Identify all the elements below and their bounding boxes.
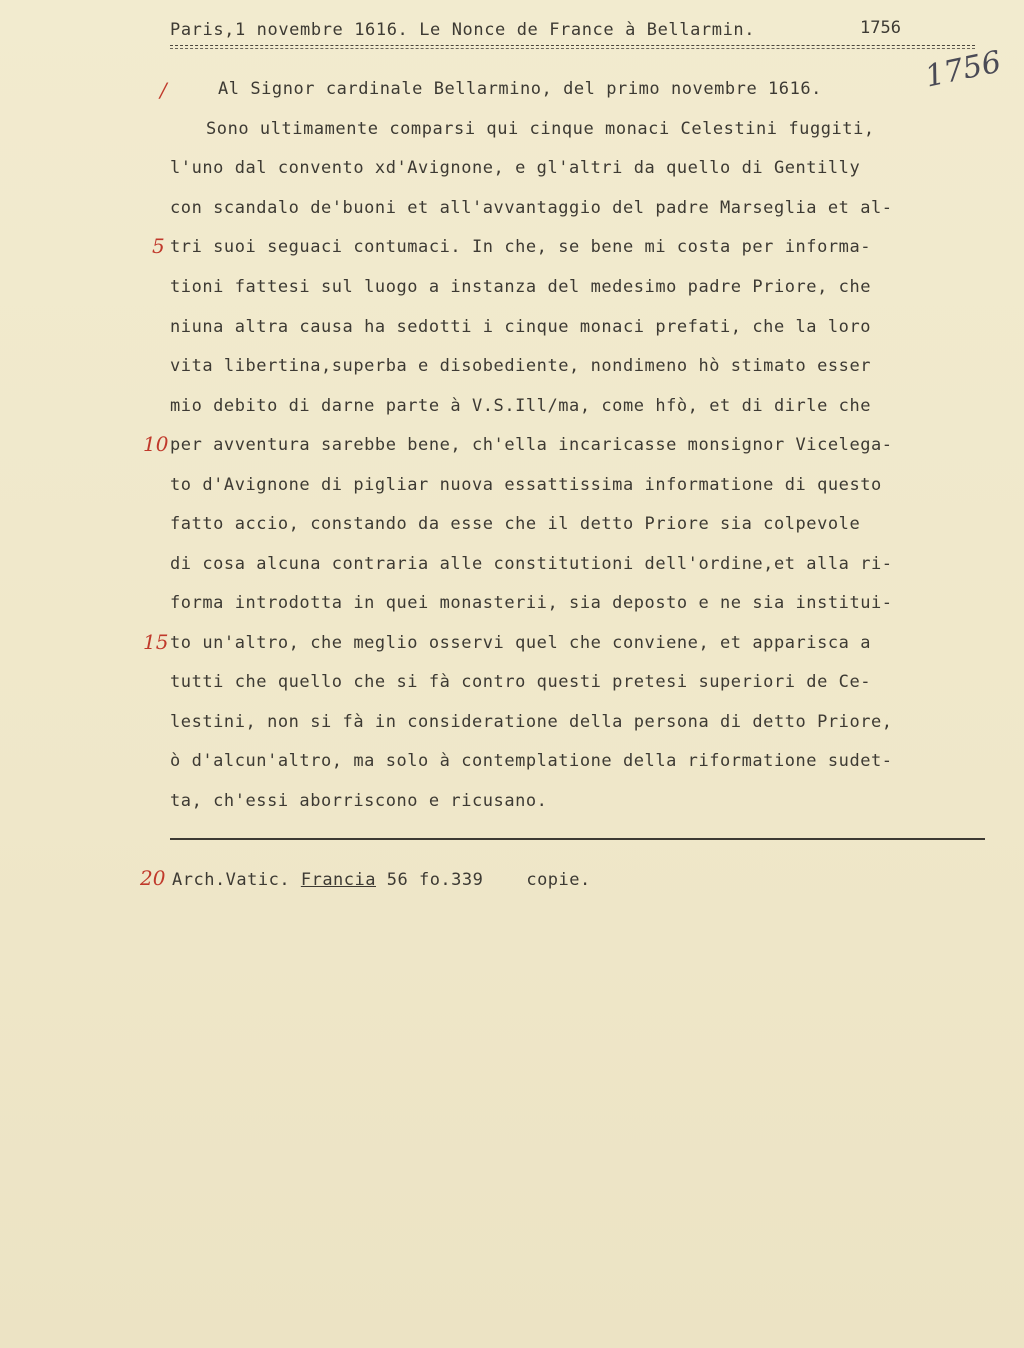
text-line: Sono ultimamente comparsi qui cinque monaci Celestini fuggiti,: [206, 119, 875, 139]
footer-rule: [170, 838, 985, 840]
margin-line-number: 5: [152, 234, 165, 258]
letter-heading: Al Signor cardinale Bellarmino, del primo novembre 1616.: [218, 79, 822, 99]
copy-note: copie.: [526, 870, 591, 890]
text-line: con scandalo de'buoni et all'avvantaggio del padre Marseglia et al-: [170, 198, 893, 218]
folio-number-handwritten: 1756: [922, 44, 1005, 95]
text-line: mio debito di darne parte à V.S.Ill/ma, come hfò, et di dirle che: [170, 396, 872, 416]
header-rule: [170, 45, 975, 46]
text-line: vita libertina,superba e disobediente, nondimeno hò stimato esser: [170, 356, 872, 376]
archive-reference: [172, 870, 591, 890]
margin-line-number: 15: [143, 630, 169, 654]
text-line: niuna altra causa ha sedotti i cinque monaci prefati, che la loro: [170, 317, 872, 337]
archive-name: Arch.Vatic.: [172, 870, 291, 890]
margin-line-number: 10: [143, 432, 169, 456]
text-line: l'uno dal convento xd'Avignone, e gl'altri da quello di Gentilly: [170, 158, 861, 178]
document-header: Paris,1 novembre 1616. Le Nonce de France à Bellarmin.: [170, 20, 756, 40]
folio-number-typed: 1756: [860, 18, 901, 38]
text-line: tutti che quello che si fà contro questi pretesi superiori de Ce-: [170, 672, 872, 692]
archive-folio: 56 fo.339: [386, 870, 484, 890]
margin-line-number: /: [160, 78, 167, 102]
text-line: fatto accio, constando da esse che il detto Priore sia colpevole: [170, 514, 861, 534]
text-line: tioni fattesi sul luogo a instanza del medesimo padre Priore, che: [170, 277, 872, 297]
text-line: per avventura sarebbe bene, ch'ella incaricasse monsignor Vicelega-: [170, 435, 893, 455]
text-line: ta, ch'essi aborriscono e ricusano.: [170, 791, 548, 811]
text-line: tri suoi seguaci contumaci. In che, se bene mi costa per informa-: [170, 237, 872, 257]
header-rule-secondary: [170, 48, 975, 49]
text-line: to d'Avignone di pigliar nuova essattissima informatione di questo: [170, 475, 882, 495]
text-line: forma introdotta in quei monasterii, sia deposto e ne sia institui-: [170, 593, 893, 613]
margin-line-number: 20: [140, 866, 166, 890]
text-line: to un'altro, che meglio osservi quel che conviene, et apparisca a: [170, 633, 872, 653]
archive-fonds: Francia: [300, 870, 376, 890]
text-line: ò d'alcun'altro, ma solo à contemplatione della riformatione sudet-: [170, 751, 893, 771]
text-line: lestini, non si fà in consideratione della persona di detto Priore,: [170, 712, 893, 732]
text-line: di cosa alcuna contraria alle constitutioni dell'ordine,et alla ri-: [170, 554, 893, 574]
